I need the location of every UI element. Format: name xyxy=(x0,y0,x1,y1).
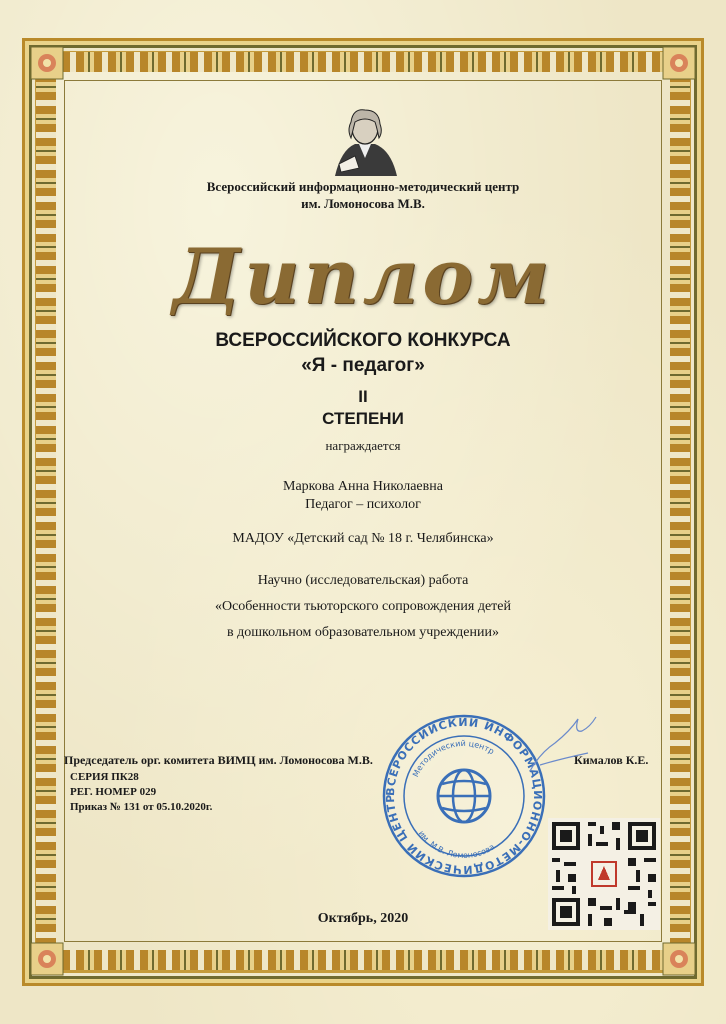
contest-name xyxy=(0,328,726,378)
work-description xyxy=(0,568,726,646)
corner-flower-icon xyxy=(662,942,696,976)
work-title-line-2: в дошкольном образовательном учреждении» xyxy=(227,625,499,640)
work-type: Научно (исследовательская) работа xyxy=(257,573,469,588)
corner-flower-icon xyxy=(30,942,64,976)
recipient-name: Маркова Анна Николаевна xyxy=(283,479,443,494)
organization-line-1: Всероссийский информационно-методический центр xyxy=(206,179,520,194)
series: СЕРИЯ ПК28 xyxy=(70,771,139,783)
organization-name xyxy=(0,178,726,212)
recipient-position: Педагог – психолог xyxy=(305,497,421,512)
lomonosov-portrait-icon xyxy=(325,98,405,178)
degree xyxy=(0,386,726,430)
order: Приказ № 131 от 05.10.2020г. xyxy=(70,801,213,813)
stamp-inner-top-text: Методический центр xyxy=(411,738,496,779)
stamp-outer-text: ВСЕРОССИЙСКИЙ ИНФОРМАЦИОННО-МЕТОДИЧЕСКИЙ ЦЕНТР xyxy=(383,715,545,877)
degree-number: II xyxy=(358,387,368,406)
recipient xyxy=(0,478,726,514)
border-top-pattern xyxy=(44,52,682,72)
degree-word: СТЕПЕНИ xyxy=(322,409,404,428)
contest-line-1: ВСЕРОССИЙСКОГО КОНКУРСА xyxy=(215,330,511,351)
issue-date: Октябрь, 2020 xyxy=(317,911,409,926)
chair-name: Кималов К.Е. xyxy=(574,753,649,767)
corner-flower-icon xyxy=(662,46,696,80)
organization-line-2: им. Ломоносова М.В. xyxy=(301,196,425,211)
diploma-title: Диплом xyxy=(172,232,554,321)
awarded-label: награждается xyxy=(325,438,401,453)
registration-info xyxy=(70,770,212,815)
reg-number: РЕГ. НОМЕР 029 xyxy=(70,786,157,798)
corner-flower-icon xyxy=(30,46,64,80)
work-title-line-1: «Особенности тьюторского сопровождения детей xyxy=(214,599,511,614)
contest-line-2: «Я - педагог» xyxy=(301,355,425,376)
institution-name: МАДОУ «Детский сад № 18 г. Челябинска» xyxy=(232,531,494,546)
stamp-inner-bottom-text: им. М.В. Ломоносова xyxy=(416,828,497,861)
chair-label: Председатель орг. комитета ВИМЦ им. Ломоносова М.В. xyxy=(64,753,373,767)
border-bottom-pattern xyxy=(44,950,682,970)
